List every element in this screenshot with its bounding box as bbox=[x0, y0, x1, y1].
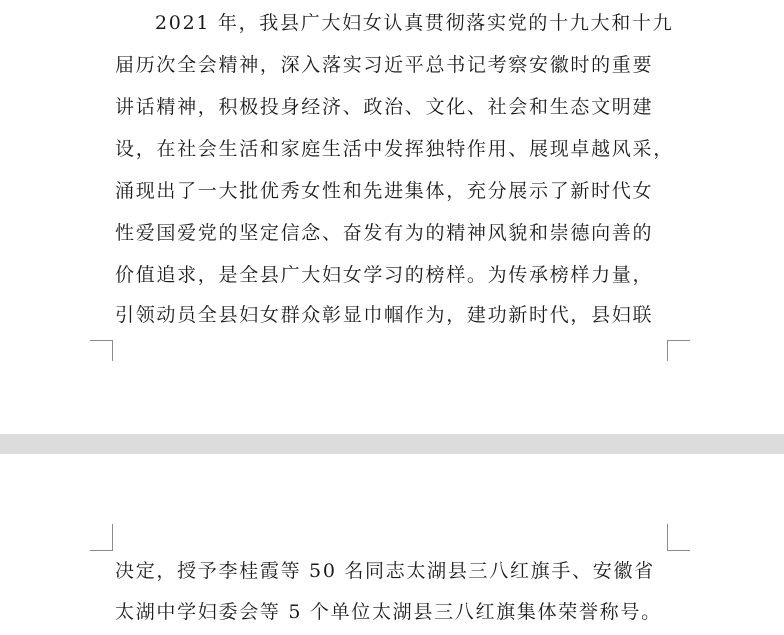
paragraph-line-4: 设，在社会生活和家庭生活中发挥独特作用、展现卓越风采， bbox=[115, 138, 674, 160]
paragraph-line-7: 价值追求，是全县广大妇女学习的榜样。为传承榜样力量， bbox=[115, 264, 654, 286]
margin-crop-mark-top-left bbox=[90, 524, 113, 551]
margin-crop-mark-bottom-left bbox=[90, 340, 113, 361]
paragraph-line-5: 涌现出了一大批优秀女性和先进集体，充分展示了新时代女 bbox=[115, 180, 654, 202]
paragraph-line-10: 太湖中学妇委会等 5 个单位太湖县三八红旗集体荣誉称号。 bbox=[115, 601, 662, 623]
margin-crop-mark-bottom-right bbox=[667, 340, 690, 361]
paragraph-line-2: 届历次全会精神，深入落实习近平总书记考察安徽时的重要 bbox=[115, 54, 654, 76]
paragraph-line-6: 性爱国爱党的坚定信念、奋发有为的精神风貌和崇德向善的 bbox=[115, 222, 654, 244]
paragraph-line-9: 决定，授予李桂霞等 50 名同志太湖县三八红旗手、安徽省 bbox=[115, 560, 655, 582]
paragraph-line-3: 讲话精神，积极投身经济、政治、文化、社会和生态文明建 bbox=[115, 96, 654, 118]
document-page-2 bbox=[0, 454, 784, 635]
paragraph-line-8: 引领动员全县妇女群众彰显巾帼作为，建功新时代，县妇联 bbox=[115, 304, 654, 326]
margin-crop-mark-top-right bbox=[667, 524, 690, 551]
paragraph-line-1: 2021 年，我县广大妇女认真贯彻落实党的十九大和十九 bbox=[155, 12, 674, 34]
page-separator bbox=[0, 434, 784, 454]
